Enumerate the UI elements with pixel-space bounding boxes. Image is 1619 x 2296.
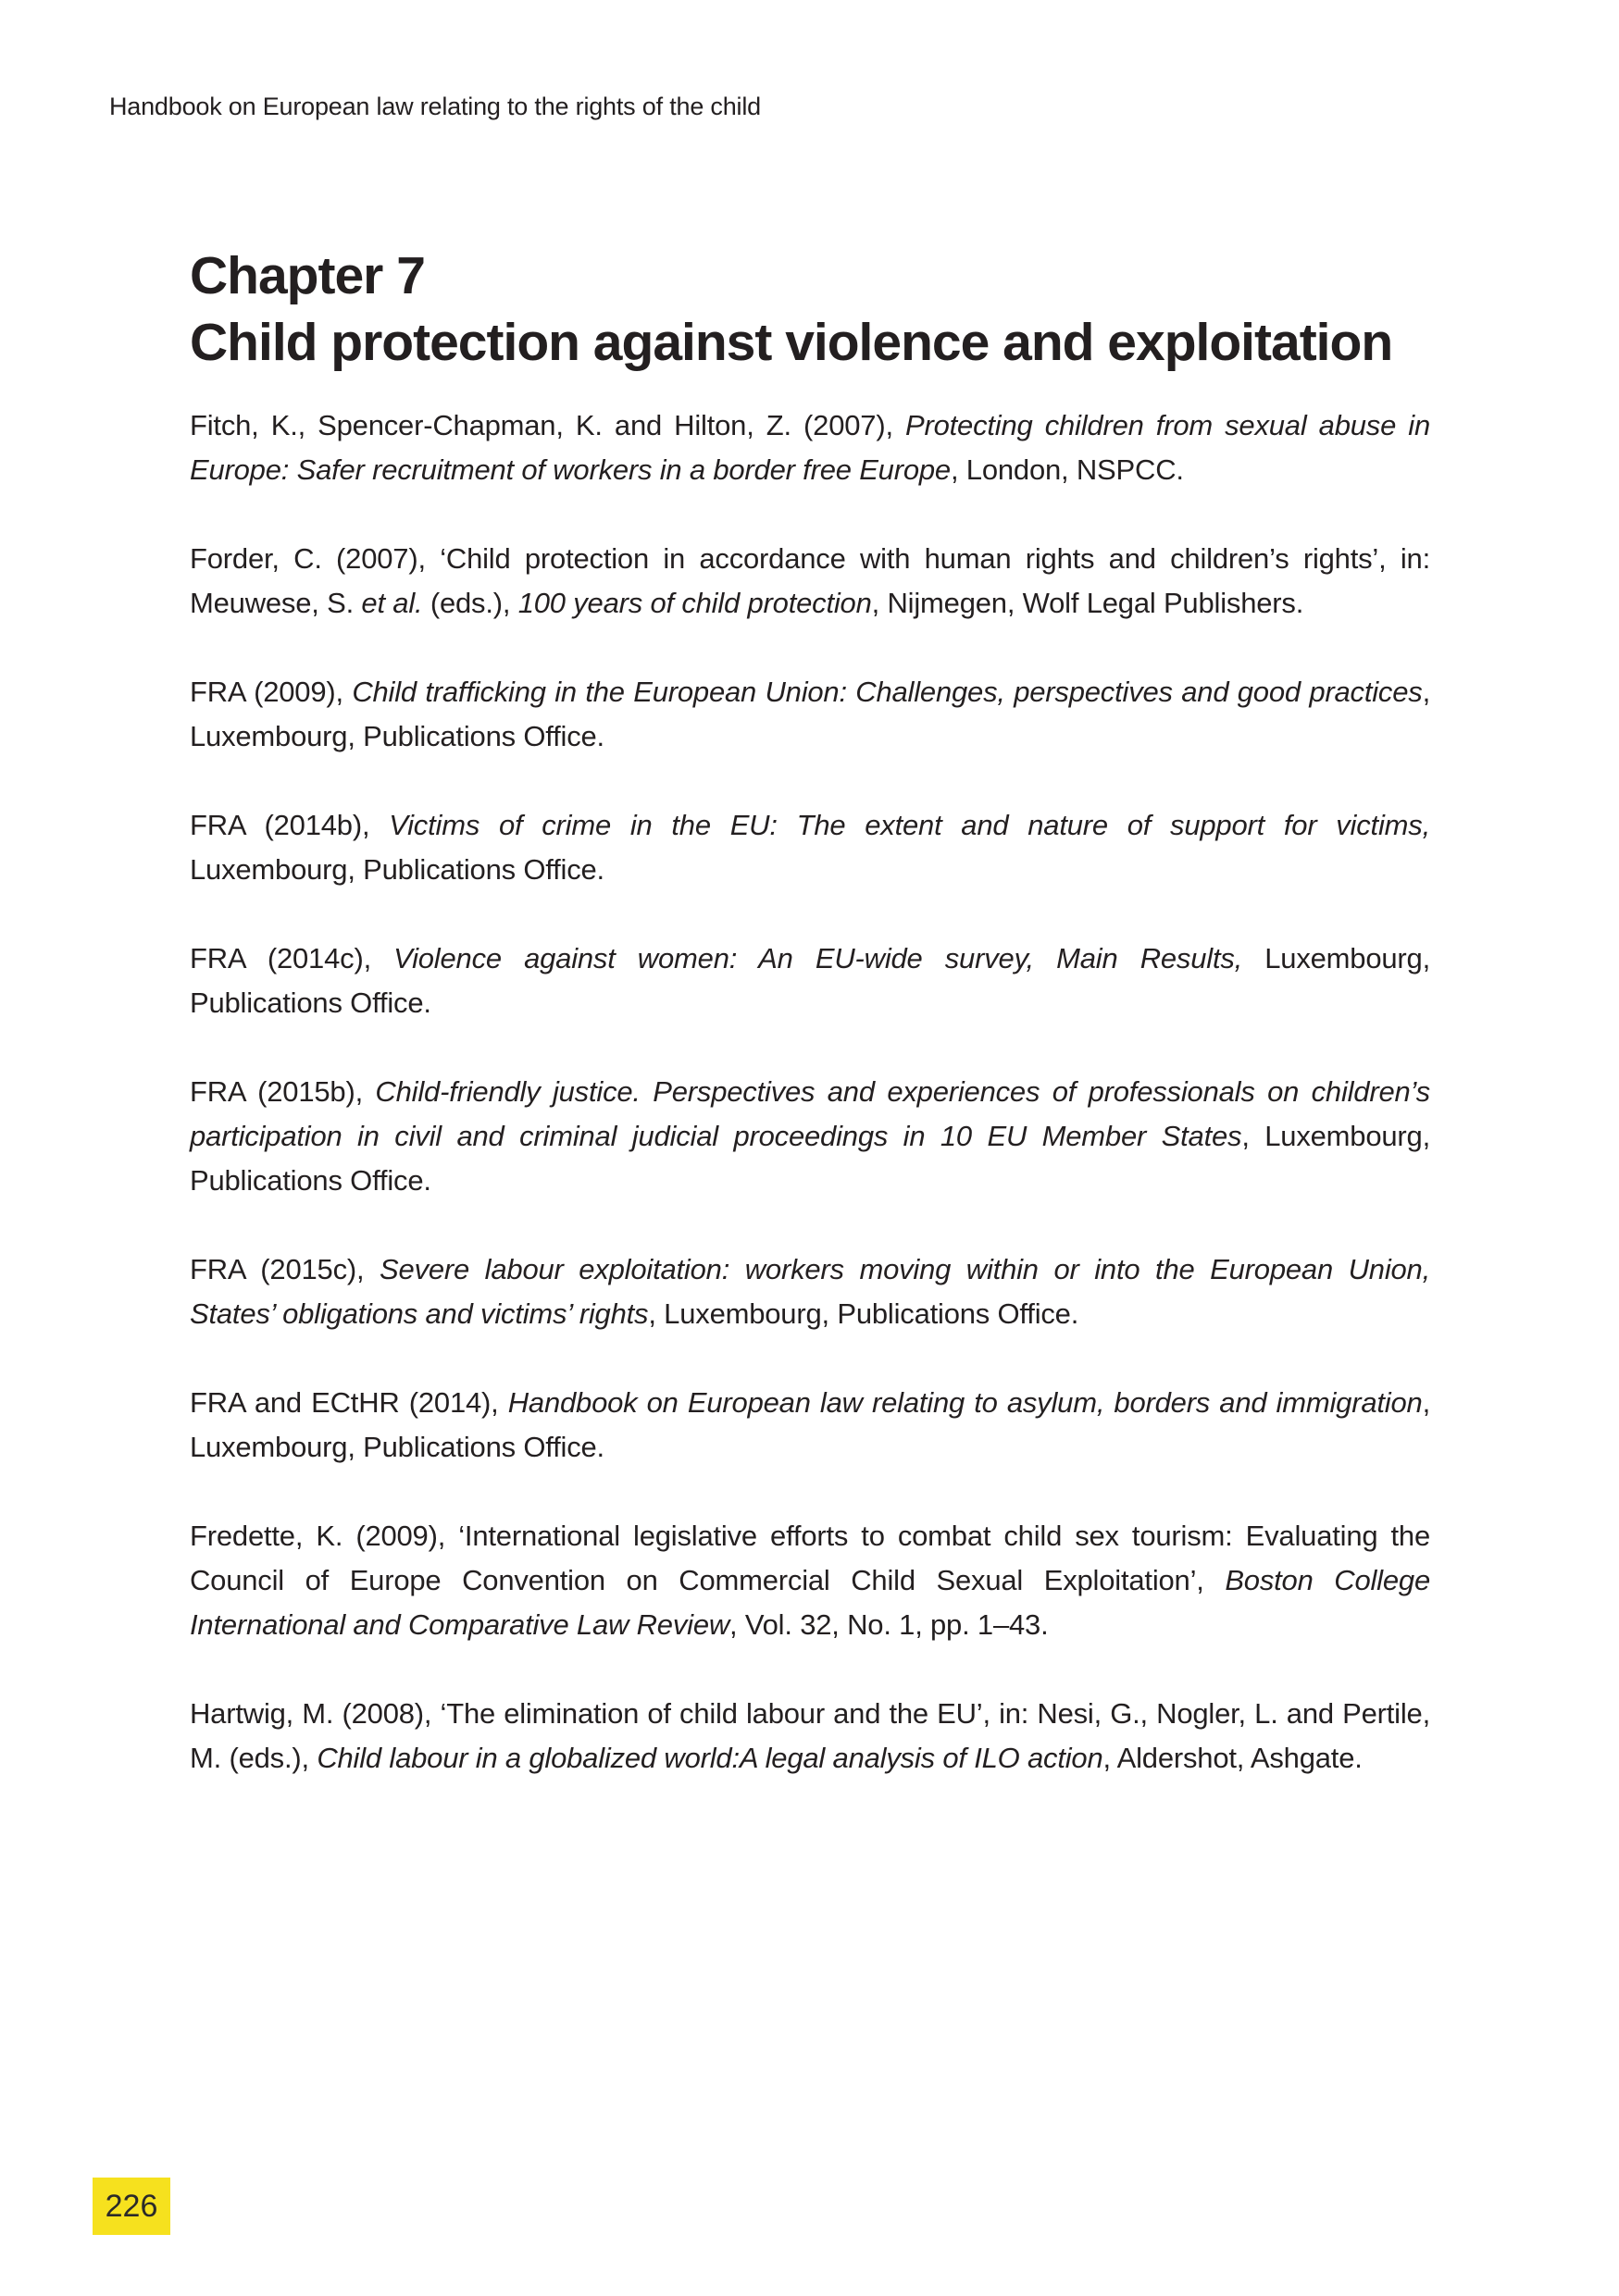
chapter-heading xyxy=(190,242,1430,376)
page-number-badge xyxy=(93,2178,170,2235)
chapter-title: Child protection against violence and exploitation xyxy=(190,313,1393,372)
reference-entry: FRA (2015b), Child-friendly justice. Perspectives and experiences of professionals on children’s participation in civil and criminal judicial proceedings in 10 EU Member States, Luxembourg, Publications Office. xyxy=(190,1075,1431,1197)
reference-entry: Forder, C. (2007), ‘Child protection in accordance with human rights and children’s rights’, in: Meuwese, S. et al. (eds.), 100 years of child protection, Nijmegen, Wolf Legal Publishers. xyxy=(190,542,1430,619)
reference-entry: Fredette, K. (2009), ‘International legislative efforts to combat child sex tourism: Evaluating the Council of Europe Convention on Commercial Child Sexual Exploitation’, Boston College International and Comparative Law Review, Vol. 32, No. 1, pp. 1–43. xyxy=(190,1520,1430,1641)
reference-entry: FRA (2009), Child trafficking in the European Union: Challenges, perspectives and good practices, Luxembourg, Publications Office. xyxy=(190,676,1430,752)
page-content xyxy=(190,242,1430,1781)
chapter-label: Chapter 7 xyxy=(190,246,425,305)
reference-entry: FRA (2014b), Victims of crime in the EU: The extent and nature of support for victims, Luxembourg, Publications Office. xyxy=(190,809,1430,886)
reference-entry: Fitch, K., Spencer-Chapman, K. and Hilton, Z. (2007), Protecting children from sexual abuse in Europe: Safer recruitment of workers in a border free Europe, London, NSPCC. xyxy=(190,409,1430,486)
reference-entry: FRA and ECtHR (2014), Handbook on European law relating to asylum, borders and immigration, Luxembourg, Publications Office. xyxy=(190,1386,1430,1463)
reference-entry: FRA (2015c), Severe labour exploitation: workers moving within or into the European Union, States’ obligations and victims’ rights, Luxembourg, Publications Office. xyxy=(190,1253,1431,1330)
running-header: Handbook on European law relating to the rights of the child xyxy=(109,93,761,120)
reference-entry: FRA (2014c), Violence against women: An EU-wide survey, Main Results, Luxembourg, Publications Office. xyxy=(190,942,1431,1019)
page-number: 226 xyxy=(105,2188,158,2224)
reference-entry: Hartwig, M. (2008), ‘The elimination of child labour and the EU’, in: Nesi, G., Nogler, L. and Pertile, M. (eds.), Child labour in a globalized world:A legal analysis of ILO action, Aldershot, Ashgate. xyxy=(190,1697,1430,1774)
